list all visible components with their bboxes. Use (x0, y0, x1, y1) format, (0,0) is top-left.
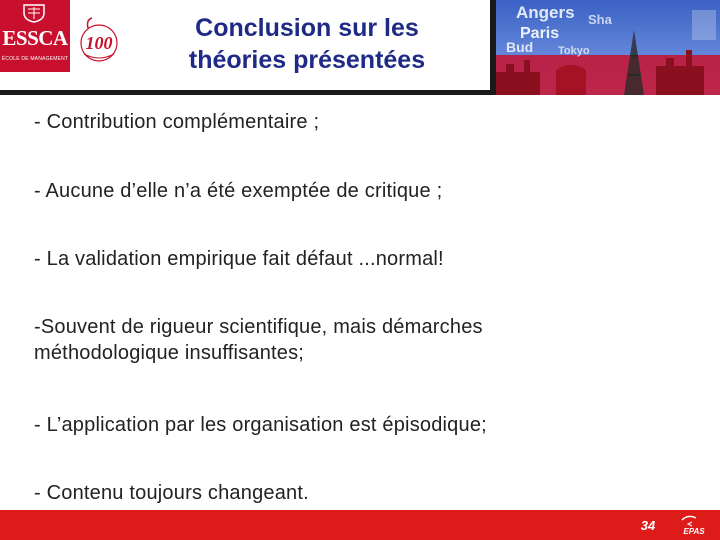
banner-word-2: Sha (588, 12, 612, 27)
slide-header (0, 0, 720, 95)
bullet-item: - L’application par les organisation est épisodique; (34, 414, 487, 436)
epas-logo (674, 512, 716, 539)
bullet-item: - Contribution complémentaire ; (34, 111, 320, 133)
banner-word-5: Tokyo (558, 45, 590, 57)
bullet-item: - La validation empirique fait défaut ...normal! (34, 248, 444, 270)
essca-logo (0, 0, 70, 72)
anniversary-number: 100 (85, 33, 113, 53)
bullet-line-2: méthodologique insuffisantes; (34, 342, 305, 364)
slide-title (128, 12, 486, 76)
city-collage-banner (496, 0, 720, 95)
bullet-item: - Contenu toujours changeant. (34, 482, 309, 504)
essca-wordmark: ESSCA (2, 26, 68, 50)
bullet-item (34, 314, 483, 366)
title-line-2: théories présentées (188, 46, 426, 74)
bullet-line-1: -Souvent de rigueur scientifique, mais démarches (34, 316, 483, 338)
crest-icon (22, 3, 46, 23)
banner-word-1: Angers (516, 3, 575, 22)
banner-word-4: Bud (506, 39, 534, 55)
banner-word-3: Paris (520, 25, 560, 42)
bullet-item: - Aucune d’elle n’a été exemptée de critique ; (34, 180, 443, 202)
page-number: 34 (640, 518, 656, 533)
anniversary-logo (74, 16, 120, 66)
epas-label: EPAS (683, 527, 705, 536)
essca-tagline: ÉCOLE DE MANAGEMENT (1, 56, 69, 62)
title-line-1: Conclusion sur les (195, 14, 419, 42)
title-divider (0, 90, 496, 95)
slide-footer (0, 510, 720, 540)
